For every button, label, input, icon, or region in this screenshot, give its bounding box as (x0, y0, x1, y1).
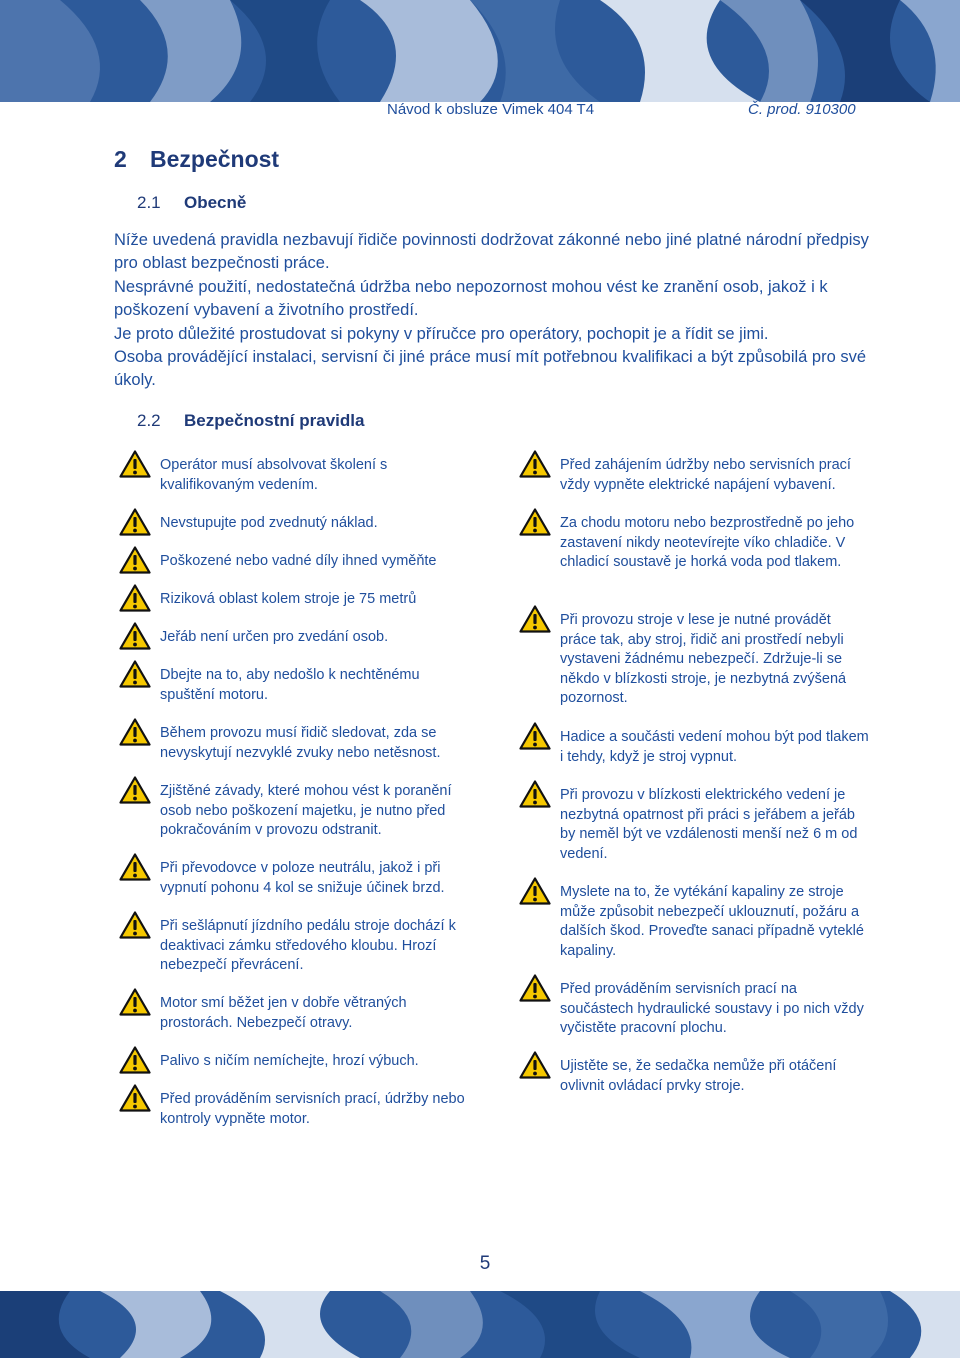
intro-paragraph: Je proto důležité prostudovat si pokyny v příručce pro operátory, pochopit je a řídit se jimi. (114, 324, 769, 343)
subsection-number: 2.1 (137, 193, 161, 212)
safety-rule (519, 980, 870, 1039)
warning-triangle-icon (119, 546, 151, 574)
safety-rule (119, 456, 470, 495)
safety-rule-text: Myslete na to, že vytékání kapaliny ze stroje může způsobit nebezpečí uklouznutí, požáru a dalších škod. Proveďte sanaci případně vyteklé kapaliny. (560, 884, 864, 959)
safety-rule-text: Při převodovce v poloze neutrálu, jakož i při vypnutí pohonu 4 kol se snižuje účinek brzd. (160, 860, 445, 896)
warning-triangle-icon (119, 911, 151, 939)
safety-rule (119, 552, 470, 574)
safety-rule-text: Hadice a součásti vedení mohou být pod tlakem i tehdy, když je stroj vypnut. (560, 729, 869, 765)
section-number: 2 (114, 146, 127, 172)
section-title: Bezpečnost (150, 146, 280, 172)
safety-rule (119, 590, 470, 612)
warning-triangle-icon (119, 1046, 151, 1074)
safety-rule-text: Poškozené nebo vadné díly ihned vyměňte (160, 553, 437, 569)
safety-rule-text: Jeřáb není určen pro zvedání osob. (160, 629, 389, 645)
safety-rule-text: Zjištěné závady, které mohou vést k poranění osob nebo poškození majetku, je nutno před pokračováním v provozu odstranit. (160, 783, 452, 839)
safety-rule-text: Při provozu stroje v lese je nutné provádět práce tak, aby stroj, řidič ani prostředí nebyli vystaveni žádnému nebezpečí. Zdržuje-li se někdo v blízkosti stroje, je nezbytná zvýšená pozornost. (560, 612, 847, 707)
safety-rule (119, 994, 470, 1033)
safety-rule (519, 728, 870, 767)
safety-rule (119, 724, 470, 763)
warning-triangle-icon (519, 974, 551, 1002)
warning-triangle-icon (119, 776, 151, 804)
warning-triangle-icon (119, 660, 151, 688)
safety-rule-text: Před zahájením údržby nebo servisních prací vždy vypněte elektrické napájení vybavení. (560, 457, 851, 493)
intro-paragraph: Osoba provádějící instalaci, servisní či jiné práce musí mít potřebnou kvalifikaci a být způsobilá pro své úkoly. (114, 348, 867, 390)
subsection-title: Bezpečnostní pravidla (184, 411, 365, 430)
intro-paragraph: Nesprávné použití, nedostatečná údržba nebo nepozornost mohou vést ke zranění osob, jakož i k poškození vybavení a životního prostředí. (114, 277, 828, 320)
header-banner (0, 0, 960, 102)
safety-rule (119, 514, 470, 536)
warning-triangle-icon (519, 605, 551, 633)
safety-rule (519, 456, 870, 495)
safety-rule-text: Před prováděním servisních prací, údržby nebo kontroly vypněte motor. (160, 1091, 465, 1127)
safety-rule (519, 1057, 870, 1096)
safety-rule-text: Před prováděním servisních prací na součástech hydraulické soustavy i po nich vždy vyčistěte pracovní plochu. (560, 981, 864, 1037)
safety-rule-text: Během provozu musí řidič sledovat, zda se nevyskytují nezvyklé zvuky nebo netěsnost. (160, 725, 441, 761)
safety-rule-text: Palivo s ničím nemíchejte, hrozí výbuch. (160, 1053, 419, 1069)
safety-rule-text: Motor smí běžet jen v dobře větraných prostorách. Nebezpečí otravy. (160, 995, 407, 1031)
intro-paragraph: Níže uvedená pravidla nezbavují řidiče povinnosti dodržovat zákonné nebo jiné platné národní předpisy pro oblast bezpečnosti práce. (114, 231, 869, 273)
warning-triangle-icon (519, 450, 551, 478)
intro-text (114, 229, 874, 393)
warning-triangle-icon (519, 722, 551, 750)
subsection-title: Obecně (184, 193, 247, 212)
safety-rule (119, 782, 470, 841)
warning-triangle-icon (119, 1084, 151, 1112)
safety-rule-text: Při provozu v blízkosti elektrického vedení je nezbytná opatrnost při práci s jeřábem a jeřáb by neměl být ve vzdálenosti menší než 6 m od vedení. (560, 787, 858, 862)
safety-rule-text: Dbejte na to, aby nedošlo k nechtěnému spuštění motoru. (160, 667, 420, 703)
safety-rule-text: Ujistěte se, že sedačka nemůže při otáčení ovlivnit ovládací prvky stroje. (560, 1058, 837, 1094)
product-number: Č. prod. 910300 (748, 101, 856, 118)
safety-rule-text: Nevstupujte pod zvednutý náklad. (160, 515, 378, 531)
warning-triangle-icon (119, 988, 151, 1016)
footer-banner (0, 1291, 960, 1358)
safety-rule-text: Riziková oblast kolem stroje je 75 metrů (160, 591, 417, 607)
subsection-heading-general (137, 193, 246, 213)
safety-rule-text: Za chodu motoru nebo bezprostředně po jeho zastavení nikdy neotevírejte víko chladiče. V chladicí soustavě je horká voda pod tlakem. (560, 515, 855, 571)
warning-triangle-icon (119, 718, 151, 746)
warning-triangle-icon (119, 450, 151, 478)
document-title: Návod k obsluze Vimek 404 T4 (387, 101, 595, 118)
safety-rule (119, 859, 470, 898)
warning-triangle-icon (519, 1051, 551, 1079)
safety-rule (119, 1052, 470, 1074)
safety-rule (519, 883, 870, 961)
safety-rule (519, 611, 870, 709)
safety-rule (519, 786, 870, 864)
safety-rule (119, 666, 470, 705)
warning-triangle-icon (519, 508, 551, 536)
warning-triangle-icon (119, 508, 151, 536)
warning-triangle-icon (119, 622, 151, 650)
subsection-heading-rules (137, 411, 364, 431)
safety-rule-text: Operátor musí absolvovat školení s kvalifikovaným vedením. (160, 457, 388, 493)
section-heading (114, 146, 279, 173)
warning-triangle-icon (119, 584, 151, 612)
safety-rule-text: Při sešlápnutí jízdního pedálu stroje dochází k deaktivaci zámku středového kloubu. Hrozí nebezpečí převrácení. (160, 918, 456, 974)
safety-rule (119, 628, 470, 650)
subsection-number: 2.2 (137, 411, 161, 430)
warning-triangle-icon (519, 780, 551, 808)
safety-rule (519, 514, 870, 573)
page-number: 5 (479, 1253, 491, 1274)
warning-triangle-icon (519, 877, 551, 905)
safety-rule (119, 1090, 470, 1129)
warning-triangle-icon (119, 853, 151, 881)
safety-rule (119, 917, 470, 976)
